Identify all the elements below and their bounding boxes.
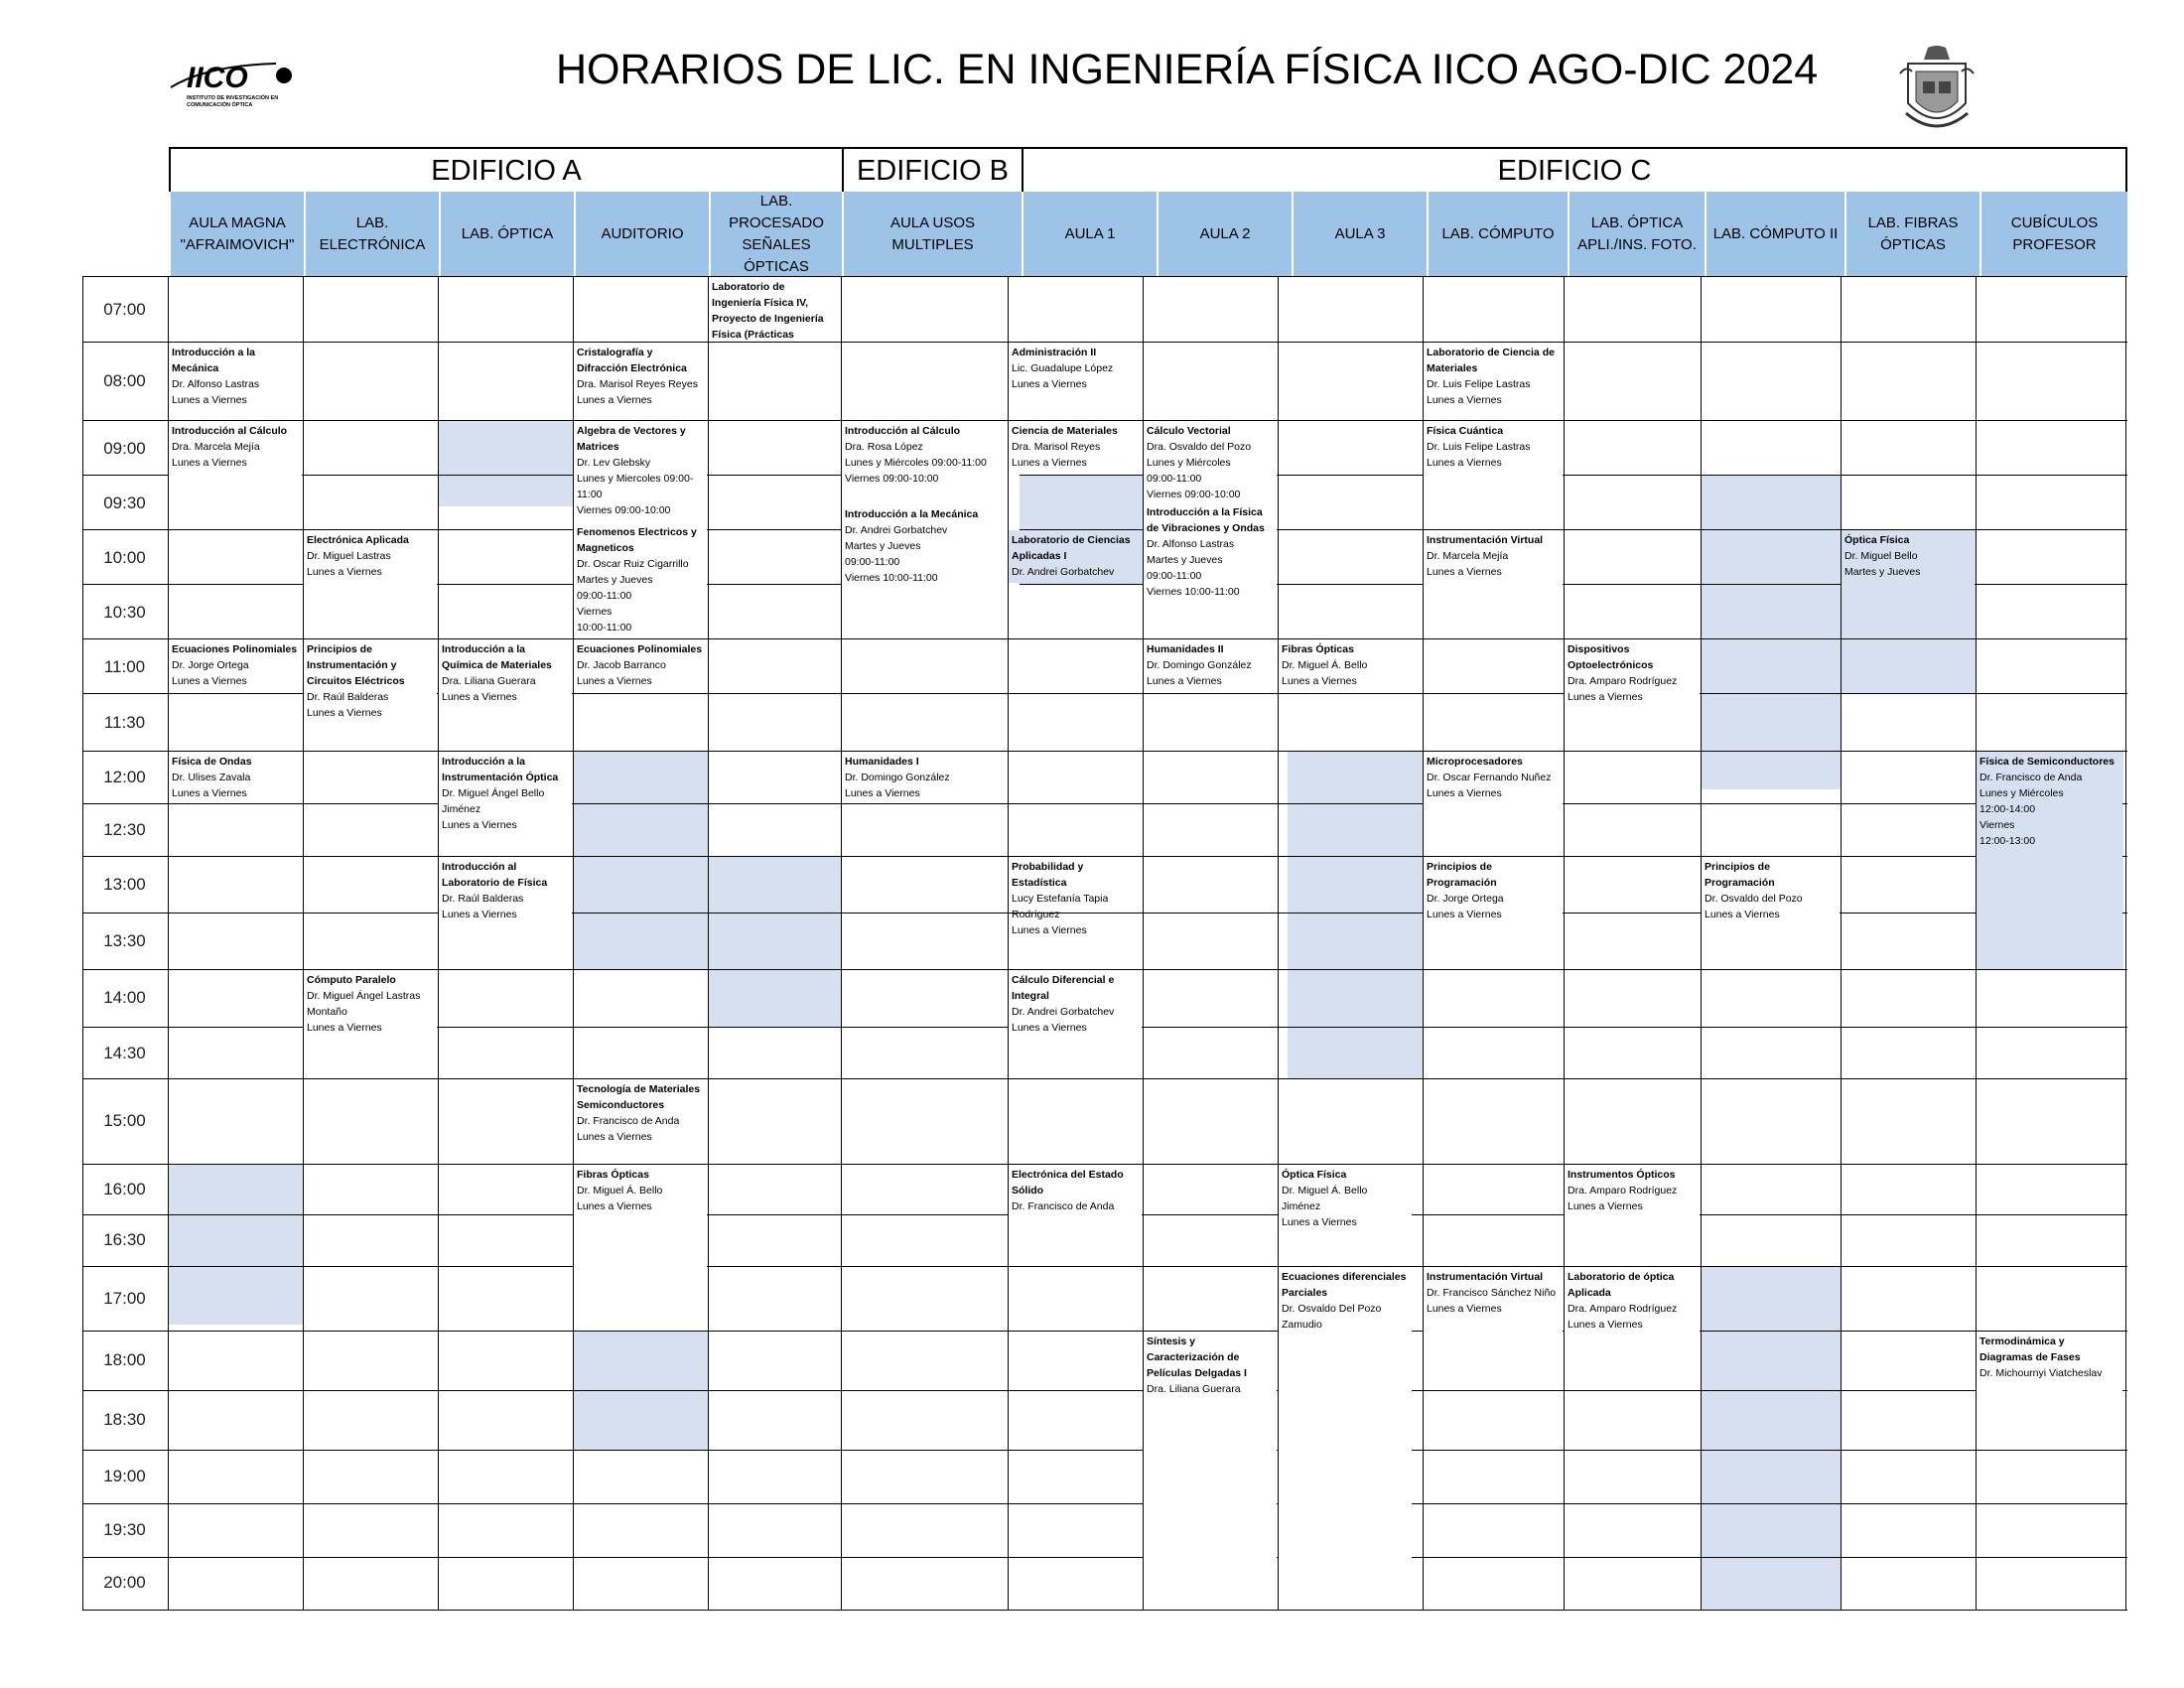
grid-line: [82, 1610, 2127, 1611]
course-entry: Instrumentación Virtual Dr. Francisco Sánchez Niño Lunes a Viernes: [1424, 1267, 1563, 1389]
course-entry: Cálculo Diferencial e Integral Dr. Andrei Gorbatchev Lunes a Viernes: [1009, 970, 1142, 1077]
grid-line: [1976, 276, 1977, 1611]
course-entry: Introducción a la Mecánica Dr. Andrei Gorbatchev Martes y Jueves 09:00-11:00 Viernes 10:00-11:00: [842, 504, 1020, 604]
room-header: LAB. ÓPTICA: [439, 192, 574, 277]
course-entry: Administración II Lic. Guadalupe López Lunes a Viernes: [1009, 343, 1142, 419]
course-entry: Cristalografía y Difracción Electrónica Dra. Marisol Reyes Reyes Lunes a Viernes: [574, 343, 707, 419]
course-entry: Introducción a la Mecánica Dr. Alfonso Lastras Lunes a Viernes: [169, 343, 302, 419]
course-entry: Física de Ondas Dr. Ulises Zavala Lunes a Viernes: [169, 752, 302, 802]
reserved-block: [1701, 475, 1841, 789]
schedule-grid: [82, 276, 2127, 1611]
course-entry: Electrónica Aplicada Dr. Miguel Lastras Lunes a Viernes: [304, 530, 437, 637]
time-label: 11:00: [103, 657, 146, 676]
time-label: 16:00: [103, 1180, 146, 1198]
time-label: 14:30: [103, 1044, 146, 1062]
course-entry: Óptica Física Dr. Miguel Bello Martes y Jueves: [1842, 530, 1975, 592]
course-entry: Principios de Programación Dr. Jorge Ortega Lunes a Viernes: [1424, 857, 1563, 968]
grid-line: [708, 276, 709, 1611]
time-label: 18:00: [103, 1350, 146, 1369]
course-entry: Introducción al Cálculo Dra. Marcela Mejía Lunes a Viernes: [169, 421, 302, 492]
grid-line: [82, 475, 2127, 476]
course-entry: Introducción a la Física de Vibraciones y Ondas Dr. Alfonso Lastras Martes y Jueves 09:00-11:00 Viernes 10:00-11:00: [1144, 502, 1277, 602]
time-label: 12:00: [103, 768, 146, 786]
grid-line: [82, 751, 2127, 752]
course-entry: Síntesis y Caracterización de Películas Delgadas I Dra. Liliana Guerara: [1144, 1332, 1277, 1610]
time-label: 12:30: [103, 820, 146, 839]
time-label: 17:00: [103, 1289, 146, 1308]
time-label: 13:00: [103, 875, 146, 894]
course-entry: Ecuaciones diferenciales Parciales Dr. Osvaldo Del Pozo Zamudio: [1279, 1267, 1412, 1610]
course-entry: Dispositivos Optoelectrónicos Dra. Amparo Rodríguez Lunes a Viernes: [1565, 639, 1700, 749]
building-header-row: [169, 147, 2127, 194]
course-entry: Física Cuántica Dr. Luis Felipe Lastras Lunes a Viernes: [1424, 421, 1563, 528]
course-entry: Probabilidad y Estadística Lucy Estefanía Tapia Rodríguez Lunes a Viernes: [1009, 857, 1142, 912]
time-label: 10:00: [103, 548, 146, 567]
time-label: 14:00: [103, 988, 146, 1007]
course-entry: Ecuaciones Polinomiales Dr. Jacob Barranco Lunes a Viernes: [574, 639, 707, 692]
course-entry: Laboratorio de Ciencias Aplicadas I Dr. Andrei Gorbatchev: [1009, 530, 1142, 583]
university-seal-icon: [1898, 44, 1976, 135]
course-entry: Fibras Ópticas Dr. Miguel Á. Bello Lunes a Viernes: [1279, 639, 1412, 692]
grid-line: [1278, 276, 1279, 1611]
course-entry: Introducción al Laboratorio de Física Dr. Raúl Balderas Lunes a Viernes: [439, 857, 572, 968]
grid-line: [1423, 276, 1424, 1611]
grid-line: [82, 1557, 2127, 1558]
grid-line: [1008, 276, 1009, 1611]
room-header: LAB. CÓMPUTO II: [1705, 192, 1844, 277]
room-header: AULA USOS MULTIPLES: [842, 192, 1022, 277]
grid-line: [82, 1390, 2127, 1391]
course-entry: Laboratorio de Ingeniería Física IV, Proyecto de Ingeniería Física (Prácticas: [709, 277, 840, 341]
room-header: LAB. CÓMPUTO: [1427, 192, 1568, 277]
course-entry: Instrumentos Ópticos Dra. Amparo Rodríguez Lunes a Viernes: [1565, 1165, 1700, 1265]
time-label: 15:00: [103, 1111, 146, 1130]
time-label: 16:30: [103, 1230, 146, 1249]
course-entry: Introducción a la Química de Materiales Dra. Liliana Guerara Lunes a Viernes: [439, 639, 572, 749]
course-entry: Introducción al Cálculo Dra. Rosa López Lunes y Miércoles 09:00-11:00 Viernes 09:00-10:00: [842, 421, 1020, 504]
course-entry: Cálculo Vectorial Dra. Osvaldo del Pozo Lunes y Miércoles 09:00-11:00 Viernes 09:00-10:00: [1144, 421, 1277, 502]
time-label: 07:00: [103, 300, 146, 319]
building-a-header: EDIFICIO A: [169, 149, 842, 194]
reserved-block: [573, 751, 708, 969]
grid-line: [82, 1450, 2127, 1451]
course-entry: Tecnología de Materiales Semiconductores Dr. Francisco de Anda Lunes a Viernes: [574, 1079, 707, 1163]
course-entry: Humanidades II Dr. Domingo González Lunes a Viernes: [1144, 639, 1277, 692]
room-header: LAB. PROCESADO SEÑALES ÓPTICAS: [709, 192, 842, 277]
reserved-block: [438, 420, 573, 506]
course-entry: Fenomenos Electricos y Magneticos Dr. Oscar Ruiz Cigarrillo Martes y Jueves 09:00-11:00 Viernes 10:00-11:00: [574, 524, 707, 637]
time-label: 10:30: [103, 603, 146, 622]
room-header: LAB. FIBRAS ÓPTICAS: [1844, 192, 1979, 277]
time-label: 09:00: [103, 439, 146, 458]
time-label: 19:30: [103, 1520, 146, 1539]
grid-line: [82, 1078, 2127, 1079]
course-entry: Algebra de Vectores y Matrices Dr. Lev Glebsky Lunes y Miercoles 09:00-11:00 Viernes 09:00-10:00: [574, 421, 707, 524]
course-entry: Microprocesadores Dr. Oscar Fernando Nuñez Lunes a Viernes: [1424, 752, 1563, 851]
time-label: 20:00: [103, 1573, 146, 1592]
course-entry: Ciencia de Materiales Dra. Marisol Reyes Lunes a Viernes: [1009, 421, 1142, 474]
time-label: 18:30: [103, 1410, 146, 1429]
room-header: LAB. ELECTRÓNICA: [304, 192, 439, 277]
course-entry: Electrónica del Estado Sólido Dr. Francisco de Anda: [1009, 1165, 1142, 1265]
reserved-block: [1288, 751, 1423, 1078]
time-label: 08:00: [103, 371, 146, 390]
time-label: 09:30: [103, 493, 146, 512]
grid-line: [1841, 276, 1842, 1611]
logo-text: IICO: [187, 62, 248, 94]
grid-line: [841, 276, 842, 1611]
room-header: CUBÍCULOS PROFESOR: [1979, 192, 2127, 277]
grid-line: [1143, 276, 1144, 1611]
course-entry: Instrumentación Virtual Dr. Marcela Mejía Lunes a Viernes: [1424, 530, 1563, 637]
course-entry: Principios de Programación Dr. Osvaldo del Pozo Lunes a Viernes: [1702, 857, 1840, 968]
course-entry: Principios de Instrumentación y Circuitos Eléctricos Dr. Raúl Balderas Lunes a Viernes: [304, 639, 437, 749]
logo-subtitle: INSTITUTO DE INVESTIGACIÓN EN COMUNICACIÓN ÓPTICA: [187, 95, 279, 108]
page-title: HORARIOS DE LIC. EN INGENIERÍA FÍSICA IICO AGO-DIC 2024: [556, 46, 1819, 93]
course-entry: Física de Semiconductores Dr. Francisco de Anda Lunes y Miércoles 12:00-14:00 Viernes 12:00-13:00: [1977, 752, 2122, 968]
course-entry: Cómputo Paralelo Dr. Miguel Ángel Lastras Montaño Lunes a Viernes: [304, 970, 437, 1077]
room-header: AUDITORIO: [574, 192, 709, 277]
room-header: AULA 2: [1157, 192, 1292, 277]
grid-line: [82, 1503, 2127, 1504]
course-entry: Ecuaciones Polinomiales Dr. Jorge Ortega Lunes a Viernes: [169, 639, 302, 692]
grid-line: [573, 276, 574, 1611]
grid-line: [303, 276, 304, 1611]
room-header: AULA 1: [1022, 192, 1157, 277]
room-header-row: [169, 192, 2127, 277]
time-label: 11:30: [103, 713, 146, 732]
building-c-header: EDIFICIO C: [1022, 149, 2127, 194]
course-entry: Laboratorio de óptica Aplicada Dra. Amparo Rodríguez Lunes a Viernes: [1565, 1267, 1700, 1389]
course-entry: Humanidades I Dr. Domingo González Lunes a Viernes: [842, 752, 1005, 802]
room-header: AULA MAGNA "AFRAIMOVICH": [169, 192, 304, 277]
course-entry: Fibras Ópticas Dr. Miguel Á. Bello Lunes a Viernes: [574, 1165, 707, 1330]
grid-line: [1564, 276, 1565, 1611]
grid-line: [82, 1331, 2127, 1332]
iico-logo: [167, 56, 308, 117]
reserved-block: [168, 1164, 303, 1325]
grid-line: [438, 276, 439, 1611]
grid-line: [82, 803, 2127, 804]
building-b-header: EDIFICIO B: [842, 149, 1022, 194]
time-label: 13:30: [103, 931, 146, 950]
room-header: LAB. ÓPTICA APLI./INS. FOTO.: [1568, 192, 1705, 277]
grid-line: [82, 276, 2127, 277]
time-label: 19:00: [103, 1467, 146, 1485]
course-entry: Óptica Física Dr. Miguel Á. Bello Jiménez Lunes a Viernes: [1279, 1165, 1412, 1265]
grid-line: [168, 276, 169, 1611]
course-entry: Laboratorio de Ciencia de Materiales Dr. Luis Felipe Lastras Lunes a Viernes: [1424, 343, 1563, 419]
course-entry: Introducción a la Instrumentación Óptica Dr. Miguel Ángel Bello Jiménez Lunes a Viernes: [439, 752, 572, 855]
grid-line: [2125, 276, 2126, 1611]
reserved-block: [1701, 1266, 1841, 1611]
grid-line: [82, 1266, 2127, 1267]
grid-line: [1701, 276, 1702, 1611]
grid-line: [82, 276, 83, 1611]
reserved-block: [708, 856, 841, 1027]
room-header: AULA 3: [1292, 192, 1427, 277]
course-entry: Termodinámica y Diagramas de Fases Dr. Michournyi Viatcheslav: [1977, 1332, 2122, 1449]
